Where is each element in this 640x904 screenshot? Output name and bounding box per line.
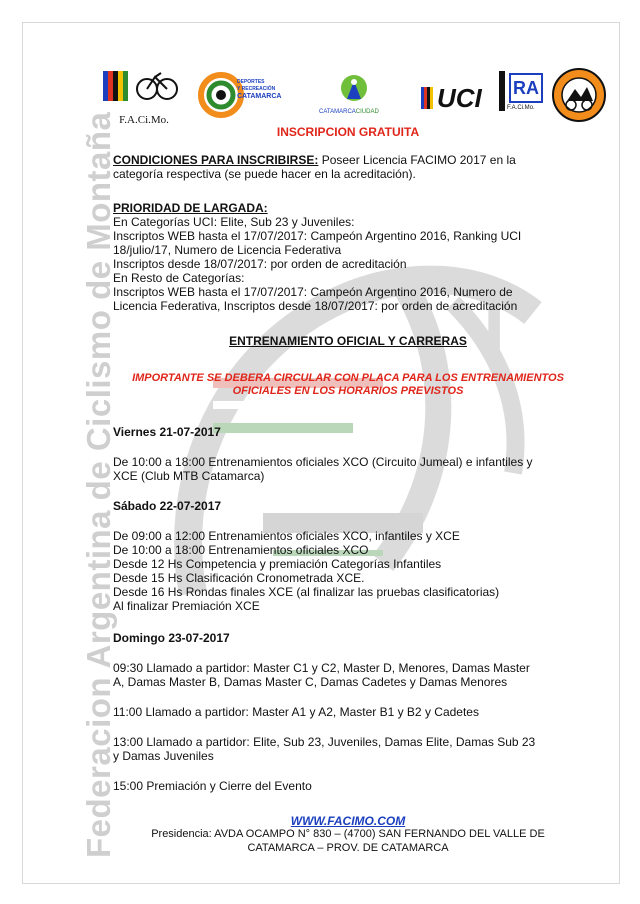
facimo-logo: F.A.Ci.Mo. <box>99 67 189 125</box>
ra-logo: RA F.A.Ci.Mo. <box>499 71 545 123</box>
conditions-paragraph <box>113 153 583 167</box>
saturday-line: Desde 12 Hs Competencia y premiación Categorías Infantiles <box>113 557 442 571</box>
friday-line: De 10:00 a 18:00 Entrenamientos oficiales XCO (Circuito Jumeal) e infantiles y <box>113 455 533 469</box>
conditions-text: Poseer Licencia FACIMO 2017 en la <box>318 153 516 167</box>
deportes-catamarca-logo: DEPORTES Y RECREACIÓN CATAMARCA <box>197 71 297 123</box>
priority-title: PRIORIDAD DE LARGADA: <box>113 201 268 215</box>
sunday-line: 11:00 Llamado a partidor: Master A1 y A2, Master B1 y B2 y Cadetes <box>113 705 479 719</box>
footer-address-line: Presidencia: AVDA OCAMPO N° 830 – (4700) SAN FERNANDO DEL VALLE DE <box>151 828 545 840</box>
sunday-line: 13:00 Llamado a partidor: Elite, Sub 23, Juveniles, Damas Elite, Damas Sub 23 <box>113 735 536 749</box>
saturday-line: De 10:00 a 18:00 Entrenamientos oficiales XCO <box>113 543 369 557</box>
sunday-line: y Damas Juveniles <box>113 749 214 763</box>
priority-line: En Categorías UCI: Elite, Sub 23 y Juveniles: <box>113 215 355 229</box>
club-emblem-logo <box>551 67 607 123</box>
footer-website-line <box>113 814 583 828</box>
sunday-title: Domingo 23-07-2017 <box>113 631 230 645</box>
priority-line: Inscriptos desde 18/07/2017: por orden de acreditación <box>113 257 407 271</box>
sunday-line: A, Damas Master B, Damas Master C, Damas Cadetes y Damas Menores <box>113 675 508 689</box>
uci-logo: UCI <box>421 83 491 113</box>
catamarca-ciudad-logo: CATAMARCACIUDAD <box>319 73 389 123</box>
important-notice-line: IMPORTANTE SE DEBERA CIRCULAR CON PLACA PARA LOS ENTRENAMIENTOS <box>132 372 564 384</box>
sunday-line: 15:00 Premiación y Cierre del Evento <box>113 779 312 793</box>
website-link[interactable]: WWW.FACIMO.COM <box>290 814 406 828</box>
document-page <box>22 22 620 884</box>
friday-title: Viernes 21-07-2017 <box>113 425 221 439</box>
priority-line: Inscriptos WEB hasta el 17/07/2017: Campeón Argentino 2016, Numero de <box>113 285 513 299</box>
saturday-line: De 09:00 a 12:00 Entrenamientos oficiales XCO, infantiles y XCE <box>113 529 460 543</box>
friday-line: XCE (Club MTB Catamarca) <box>113 469 265 483</box>
vertical-federation-title: Federacion Argentina de Ciclismo de Montaña <box>80 111 117 858</box>
conditions-label: CONDICIONES PARA INSCRIBIRSE: <box>113 153 319 167</box>
priority-line: Licencia Federativa, Inscriptos desde 18/07/2017: por orden de acreditación <box>113 299 518 313</box>
sponsor-logos-row <box>119 67 620 127</box>
sunday-line: 09:30 Llamado a partidor: Master C1 y C2, Master D, Menores, Damas Master <box>113 661 530 675</box>
saturday-line: Desde 16 Hs Rondas finales XCE (al finalizar las pruebas clasificatorias) <box>113 585 500 599</box>
training-section-title: ENTRENAMIENTO OFICIAL Y CARRERAS <box>229 334 467 348</box>
important-notice-line: OFICIALES EN LOS HORARIOS PREVISTOS <box>232 385 464 397</box>
saturday-title: Sábado 22-07-2017 <box>113 499 222 513</box>
priority-line: En Resto de Categorías: <box>113 271 245 285</box>
saturday-line: Al finalizar Premiación XCE <box>113 599 260 613</box>
priority-line: 18/julio/17, Numero de Licencia Federativa <box>113 243 342 257</box>
priority-line: Inscriptos WEB hasta el 17/07/2017: Campeón Argentino 2016, Ranking UCI <box>113 229 522 243</box>
saturday-line: Desde 15 Hs Clasificación Cronometrada XCE. <box>113 571 365 585</box>
conditions-text-2: categoría respectiva (se puede hacer en la acreditación). <box>113 167 416 181</box>
svg-text:I: I <box>483 281 506 370</box>
free-registration-heading: INSCRIPCION GRATUITA <box>276 125 420 139</box>
footer-address-line: CATAMARCA – PROV. DE CATAMARCA <box>247 842 449 854</box>
